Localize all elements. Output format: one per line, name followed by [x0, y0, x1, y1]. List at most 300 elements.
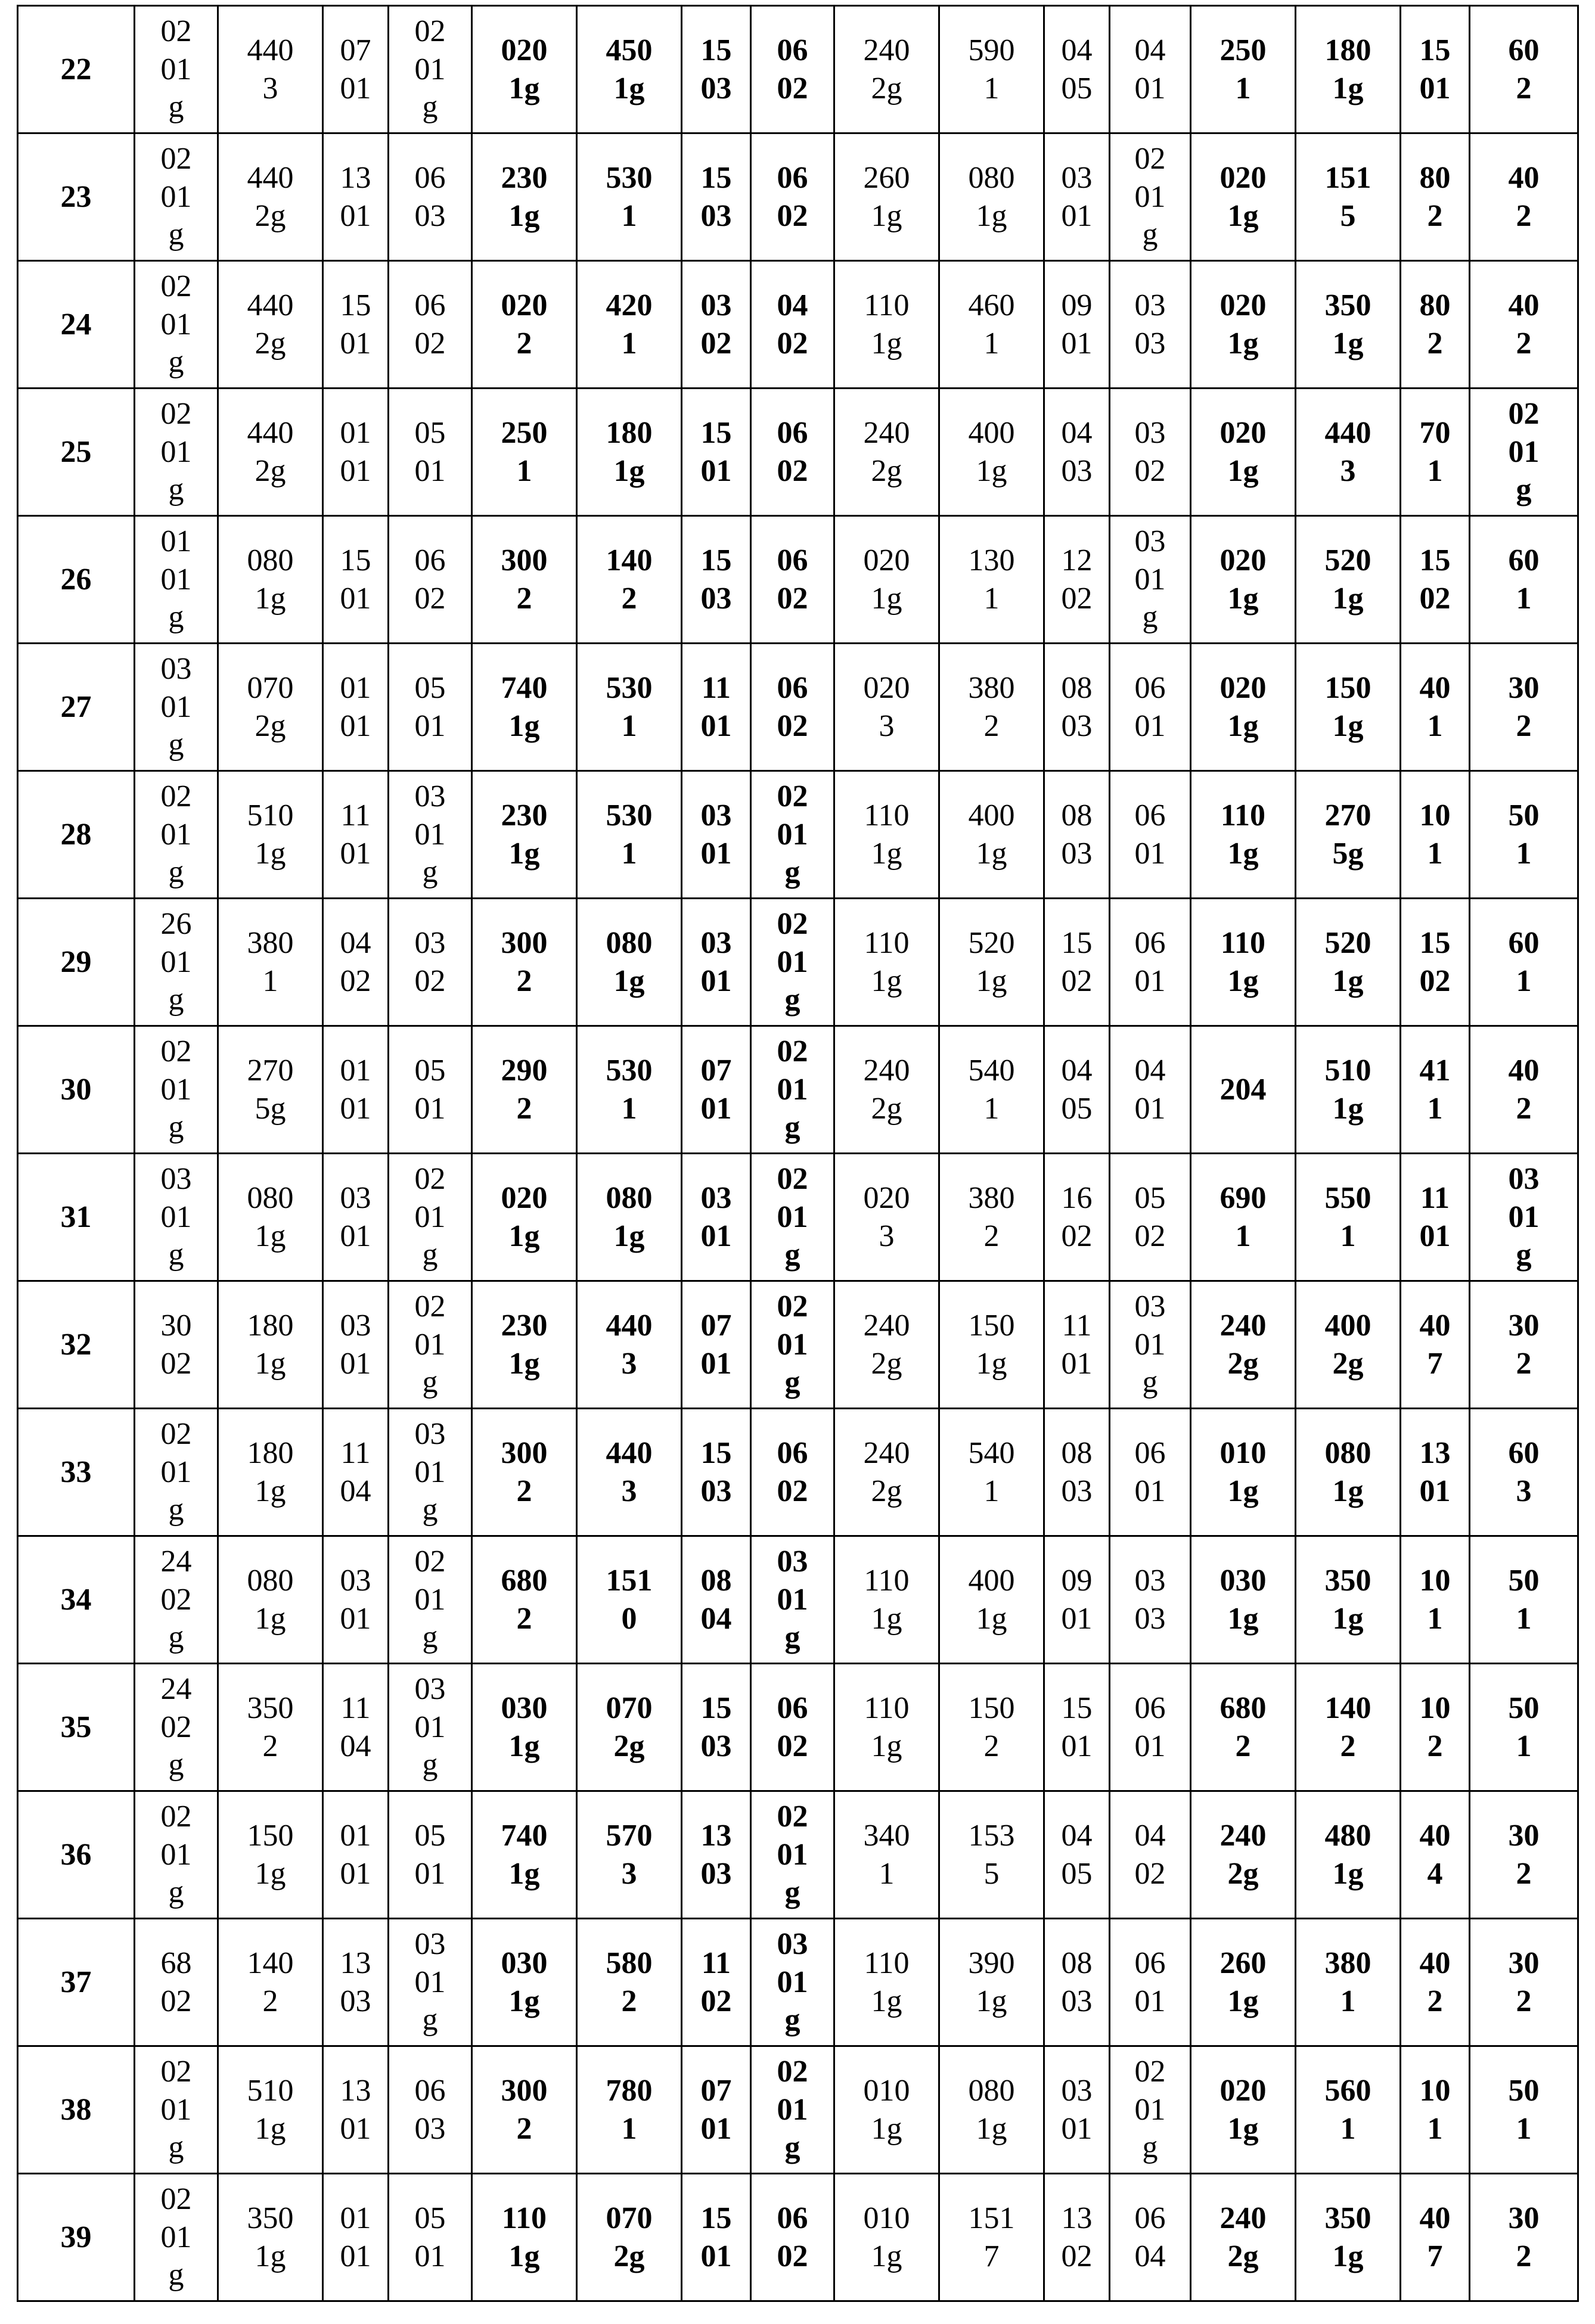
table-cell: 03 01 g [389, 771, 472, 899]
table-cell: 41 1 [1401, 1026, 1470, 1154]
table-cell: 740 1g [472, 644, 577, 771]
table-cell: 15 03 [682, 133, 751, 261]
table-cell: 460 1 [939, 261, 1044, 389]
table-cell: 240 2g [1191, 2174, 1296, 2301]
table-cell: 570 3 [577, 1791, 682, 1919]
table-cell: 020 1g [1191, 2046, 1296, 2174]
table-cell: 020 1g [472, 1154, 577, 1281]
table-cell: 250 1 [1191, 6, 1296, 133]
row-number: 22 [18, 6, 135, 133]
table-cell: 420 1 [577, 261, 682, 389]
table-cell: 30 2 [1470, 1791, 1578, 1919]
row-number: 27 [18, 644, 135, 771]
table-cell: 130 1 [939, 516, 1044, 644]
table-row [18, 2046, 1578, 2174]
table-cell: 510 1g [218, 771, 323, 899]
table-cell: 150 2 [939, 1664, 1044, 1791]
table-cell: 02 01 g [135, 133, 218, 261]
table-row [18, 1536, 1578, 1664]
table-cell: 06 01 [1110, 899, 1191, 1026]
table-cell: 400 2g [1296, 1281, 1401, 1409]
table-cell: 02 01 g [135, 1026, 218, 1154]
table-row [18, 1281, 1578, 1409]
document-page [17, 5, 1577, 2302]
table-cell: 06 01 [1110, 644, 1191, 771]
table-cell: 08 03 [1044, 1919, 1110, 2046]
table-cell: 04 02 [751, 261, 834, 389]
table-cell: 350 1g [1296, 261, 1401, 389]
table-cell: 30 2 [1470, 644, 1578, 771]
table-cell: 01 01 g [135, 516, 218, 644]
table-cell: 24 02 g [135, 1536, 218, 1664]
table-cell: 02 01 g [751, 1791, 834, 1919]
table-cell: 04 01 [1110, 1026, 1191, 1154]
table-row [18, 644, 1578, 771]
table-cell: 11 02 [682, 1919, 751, 2046]
table-row [18, 2174, 1578, 2301]
table-cell: 550 1 [1296, 1154, 1401, 1281]
table-cell: 440 3 [218, 6, 323, 133]
table-row [18, 899, 1578, 1026]
row-number: 39 [18, 2174, 135, 2301]
table-cell: 04 01 [1110, 6, 1191, 133]
table-cell: 08 03 [1044, 1409, 1110, 1536]
table-cell: 06 01 [1110, 1409, 1191, 1536]
table-cell: 07 01 [323, 6, 389, 133]
table-cell: 204 [1191, 1026, 1296, 1154]
table-cell: 40 2 [1401, 1919, 1470, 2046]
table-cell: 15 01 [1401, 6, 1470, 133]
row-number: 35 [18, 1664, 135, 1791]
table-cell: 180 1g [577, 389, 682, 516]
table-cell: 300 2 [472, 2046, 577, 2174]
table-cell: 60 3 [1470, 1409, 1578, 1536]
table-cell: 560 1 [1296, 2046, 1401, 2174]
table-cell: 80 2 [1401, 261, 1470, 389]
table-cell: 010 1g [834, 2174, 939, 2301]
table-cell: 110 1g [834, 261, 939, 389]
table-cell: 740 1g [472, 1791, 577, 1919]
table-cell: 12 02 [1044, 516, 1110, 644]
row-number: 36 [18, 1791, 135, 1919]
table-cell: 02 01 g [389, 1536, 472, 1664]
table-cell: 020 1g [834, 516, 939, 644]
table-cell: 150 1g [939, 1281, 1044, 1409]
table-cell: 020 1g [1191, 644, 1296, 771]
table-cell: 080 1g [1296, 1409, 1401, 1536]
table-cell: 150 1g [1296, 644, 1401, 771]
table-cell: 070 2g [577, 1664, 682, 1791]
table-cell: 11 04 [323, 1409, 389, 1536]
table-cell: 01 01 [323, 1791, 389, 1919]
table-row [18, 1026, 1578, 1154]
table-cell: 11 01 [323, 771, 389, 899]
table-cell: 440 3 [577, 1281, 682, 1409]
row-number: 23 [18, 133, 135, 261]
table-cell: 30 2 [1470, 2174, 1578, 2301]
table-cell: 80 2 [1401, 133, 1470, 261]
table-cell: 04 02 [1110, 1791, 1191, 1919]
table-cell: 01 01 [323, 389, 389, 516]
table-cell: 300 2 [472, 899, 577, 1026]
table-cell: 06 03 [389, 133, 472, 261]
table-cell: 680 2 [1191, 1664, 1296, 1791]
table-cell: 270 5g [218, 1026, 323, 1154]
table-cell: 24 02 g [135, 1664, 218, 1791]
table-cell: 151 7 [939, 2174, 1044, 2301]
table-cell: 50 1 [1470, 1536, 1578, 1664]
table-cell: 15 03 [682, 1664, 751, 1791]
table-cell: 240 2g [1191, 1791, 1296, 1919]
table-cell: 510 1g [218, 2046, 323, 2174]
table-cell: 13 02 [1044, 2174, 1110, 2301]
table-cell: 08 03 [1044, 644, 1110, 771]
table-cell: 30 2 [1470, 1281, 1578, 1409]
table-cell: 020 3 [834, 644, 939, 771]
table-cell: 11 04 [323, 1664, 389, 1791]
table-cell: 020 1g [1191, 261, 1296, 389]
table-cell: 02 01 g [751, 1026, 834, 1154]
table-cell: 06 02 [751, 6, 834, 133]
table-cell: 290 2 [472, 1026, 577, 1154]
table-cell: 05 01 [389, 1791, 472, 1919]
table-cell: 400 1g [939, 771, 1044, 899]
table-cell: 400 1g [939, 389, 1044, 516]
table-cell: 380 2 [939, 1154, 1044, 1281]
table-cell: 05 01 [389, 389, 472, 516]
table-cell: 110 1g [472, 2174, 577, 2301]
table-cell: 02 01 g [135, 2046, 218, 2174]
table-cell: 02 01 g [1110, 133, 1191, 261]
table-cell: 480 1g [1296, 1791, 1401, 1919]
table-row [18, 389, 1578, 516]
table-cell: 40 2 [1470, 1026, 1578, 1154]
row-number: 28 [18, 771, 135, 899]
table-row [18, 1409, 1578, 1536]
table-cell: 02 01 g [751, 899, 834, 1026]
table-cell: 230 1g [472, 133, 577, 261]
table-cell: 020 1g [472, 6, 577, 133]
table-cell: 03 01 g [389, 1409, 472, 1536]
table-cell: 080 1g [939, 133, 1044, 261]
table-cell: 400 1g [939, 1536, 1044, 1664]
row-number: 38 [18, 2046, 135, 2174]
table-cell: 080 1g [577, 1154, 682, 1281]
table-cell: 15 02 [1401, 899, 1470, 1026]
table-cell: 390 1g [939, 1919, 1044, 2046]
table-cell: 05 01 [389, 644, 472, 771]
table-cell: 02 01 g [751, 1281, 834, 1409]
row-number: 29 [18, 899, 135, 1026]
row-number: 33 [18, 1409, 135, 1536]
table-cell: 40 4 [1401, 1791, 1470, 1919]
table-cell: 03 01 [1044, 133, 1110, 261]
table-cell: 03 01 g [1110, 1281, 1191, 1409]
table-cell: 02 01 g [135, 2174, 218, 2301]
table-cell: 15 02 [1401, 516, 1470, 644]
table-cell: 02 01 g [1470, 389, 1578, 516]
row-number: 30 [18, 1026, 135, 1154]
table-cell: 530 1 [577, 1026, 682, 1154]
table-cell: 080 1g [218, 1154, 323, 1281]
table-cell: 230 1g [472, 1281, 577, 1409]
table-cell: 06 02 [389, 516, 472, 644]
table-cell: 240 2g [834, 389, 939, 516]
table-cell: 020 1g [1191, 133, 1296, 261]
table-cell: 02 01 g [751, 1154, 834, 1281]
table-cell: 40 1 [1401, 644, 1470, 771]
table-cell: 02 01 g [751, 771, 834, 899]
row-number: 31 [18, 1154, 135, 1281]
table-cell: 151 5 [1296, 133, 1401, 261]
table-cell: 15 03 [682, 516, 751, 644]
table-cell: 03 02 [389, 899, 472, 1026]
table-cell: 60 1 [1470, 516, 1578, 644]
table-body [18, 6, 1578, 2301]
codes-table [17, 5, 1579, 2302]
table-cell: 110 1g [1191, 899, 1296, 1026]
table-cell: 350 1g [218, 2174, 323, 2301]
table-cell: 06 01 [1110, 1919, 1191, 2046]
table-cell: 13 03 [682, 1791, 751, 1919]
table-cell: 140 2 [218, 1919, 323, 2046]
table-cell: 520 1g [1296, 899, 1401, 1026]
table-cell: 04 05 [1044, 1791, 1110, 1919]
table-row [18, 516, 1578, 644]
table-cell: 15 01 [1044, 1664, 1110, 1791]
table-cell: 03 01 g [751, 1919, 834, 2046]
table-cell: 520 1g [939, 899, 1044, 1026]
table-cell: 250 1 [472, 389, 577, 516]
table-cell: 60 1 [1470, 899, 1578, 1026]
table-cell: 04 02 [323, 899, 389, 1026]
table-cell: 50 1 [1470, 2046, 1578, 2174]
table-cell: 110 1g [834, 1536, 939, 1664]
table-cell: 02 01 g [135, 771, 218, 899]
table-cell: 02 01 g [135, 1791, 218, 1919]
table-cell: 06 01 [1110, 771, 1191, 899]
row-number: 34 [18, 1536, 135, 1664]
table-cell: 07 01 [682, 1026, 751, 1154]
table-cell: 510 1g [1296, 1026, 1401, 1154]
table-cell: 06 02 [751, 644, 834, 771]
table-cell: 030 1g [1191, 1536, 1296, 1664]
table-cell: 270 5g [1296, 771, 1401, 899]
table-cell: 15 01 [682, 389, 751, 516]
table-cell: 03 03 [1110, 1536, 1191, 1664]
table-cell: 440 2g [218, 389, 323, 516]
table-cell: 140 2 [577, 516, 682, 644]
table-cell: 13 01 [1401, 1409, 1470, 1536]
table-cell: 68 02 [135, 1919, 218, 2046]
table-cell: 440 3 [577, 1409, 682, 1536]
table-cell: 380 2 [939, 644, 1044, 771]
table-cell: 03 01 g [751, 1536, 834, 1664]
table-cell: 13 01 [323, 2046, 389, 2174]
table-cell: 260 1g [1191, 1919, 1296, 2046]
table-cell: 03 02 [1110, 389, 1191, 516]
table-cell: 590 1 [939, 6, 1044, 133]
table-cell: 540 1 [939, 1409, 1044, 1536]
table-row [18, 1664, 1578, 1791]
table-cell: 04 05 [1044, 1026, 1110, 1154]
table-cell: 151 0 [577, 1536, 682, 1664]
table-cell: 07 01 [682, 1281, 751, 1409]
table-cell: 03 01 [682, 1154, 751, 1281]
table-cell: 010 1g [834, 2046, 939, 2174]
table-cell: 03 01 g [389, 1919, 472, 2046]
table-cell: 300 2 [472, 516, 577, 644]
table-cell: 180 1g [1296, 6, 1401, 133]
table-cell: 440 3 [1296, 389, 1401, 516]
table-cell: 020 3 [834, 1154, 939, 1281]
row-number: 32 [18, 1281, 135, 1409]
table-cell: 080 1g [218, 1536, 323, 1664]
table-cell: 05 01 [389, 1026, 472, 1154]
table-cell: 03 01 [682, 771, 751, 899]
table-cell: 02 01 g [135, 389, 218, 516]
table-cell: 01 01 [323, 1026, 389, 1154]
table-cell: 11 01 [1401, 1154, 1470, 1281]
table-cell: 690 1 [1191, 1154, 1296, 1281]
table-cell: 020 1g [1191, 389, 1296, 516]
table-cell: 03 01 g [135, 1154, 218, 1281]
table-cell: 15 01 [682, 2174, 751, 2301]
table-cell: 50 1 [1470, 771, 1578, 899]
table-cell: 530 1 [577, 644, 682, 771]
table-cell: 13 01 [323, 133, 389, 261]
table-cell: 530 1 [577, 133, 682, 261]
table-row [18, 1791, 1578, 1919]
table-cell: 11 01 [1044, 1281, 1110, 1409]
table-cell: 440 2g [218, 133, 323, 261]
table-cell: 340 1 [834, 1791, 939, 1919]
table-cell: 300 2 [472, 1409, 577, 1536]
table-cell: 02 01 g [389, 1281, 472, 1409]
row-number: 26 [18, 516, 135, 644]
table-cell: 06 02 [751, 516, 834, 644]
table-cell: 540 1 [939, 1026, 1044, 1154]
table-cell: 03 01 g [1470, 1154, 1578, 1281]
table-cell: 40 2 [1470, 261, 1578, 389]
table-cell: 50 1 [1470, 1664, 1578, 1791]
table-cell: 02 01 g [751, 2046, 834, 2174]
table-cell: 60 2 [1470, 6, 1578, 133]
table-cell: 16 02 [1044, 1154, 1110, 1281]
row-number: 24 [18, 261, 135, 389]
table-cell: 110 1g [834, 899, 939, 1026]
table-cell: 030 1g [472, 1664, 577, 1791]
table-cell: 07 01 [682, 2046, 751, 2174]
table-cell: 03 01 g [389, 1664, 472, 1791]
table-cell: 350 1g [1296, 2174, 1401, 2301]
table-cell: 06 02 [751, 2174, 834, 2301]
table-cell: 02 01 g [135, 6, 218, 133]
table-cell: 09 01 [1044, 261, 1110, 389]
table-cell: 30 2 [1470, 1919, 1578, 2046]
table-cell: 110 1g [834, 771, 939, 899]
table-cell: 260 1g [834, 133, 939, 261]
table-cell: 05 02 [1110, 1154, 1191, 1281]
table-cell: 240 2g [834, 1281, 939, 1409]
table-cell: 15 01 [323, 516, 389, 644]
table-cell: 240 2g [1191, 1281, 1296, 1409]
table-row [18, 133, 1578, 261]
table-cell: 06 02 [751, 133, 834, 261]
table-cell: 080 1g [218, 516, 323, 644]
table-cell: 180 1g [218, 1409, 323, 1536]
table-cell: 03 01 [682, 899, 751, 1026]
table-cell: 150 1g [218, 1791, 323, 1919]
table-cell: 450 1g [577, 6, 682, 133]
table-cell: 02 01 g [135, 261, 218, 389]
table-cell: 06 02 [389, 261, 472, 389]
table-cell: 15 01 [323, 261, 389, 389]
table-cell: 09 01 [1044, 1536, 1110, 1664]
table-cell: 440 2g [218, 261, 323, 389]
table-cell: 020 2 [472, 261, 577, 389]
table-cell: 01 01 [323, 2174, 389, 2301]
table-cell: 010 1g [1191, 1409, 1296, 1536]
row-number: 25 [18, 389, 135, 516]
table-cell: 10 1 [1401, 2046, 1470, 2174]
table-cell: 240 2g [834, 1026, 939, 1154]
table-cell: 40 7 [1401, 1281, 1470, 1409]
table-cell: 080 1g [939, 2046, 1044, 2174]
table-cell: 15 02 [1044, 899, 1110, 1026]
table-cell: 350 2 [218, 1664, 323, 1791]
table-row [18, 771, 1578, 899]
table-cell: 70 1 [1401, 389, 1470, 516]
table-cell: 030 1g [472, 1919, 577, 2046]
table-cell: 080 1g [577, 899, 682, 1026]
table-cell: 04 05 [1044, 6, 1110, 133]
table-cell: 06 02 [751, 1664, 834, 1791]
table-row [18, 261, 1578, 389]
table-cell: 15 03 [682, 1409, 751, 1536]
table-cell: 06 04 [1110, 2174, 1191, 2301]
table-cell: 05 01 [389, 2174, 472, 2301]
table-cell: 02 01 g [389, 6, 472, 133]
table-cell: 140 2 [1296, 1664, 1401, 1791]
table-cell: 350 1g [1296, 1536, 1401, 1664]
table-cell: 04 03 [1044, 389, 1110, 516]
table-cell: 03 02 [682, 261, 751, 389]
table-cell: 06 03 [389, 2046, 472, 2174]
table-cell: 03 03 [1110, 261, 1191, 389]
table-cell: 020 1g [1191, 516, 1296, 644]
table-cell: 08 04 [682, 1536, 751, 1664]
table-cell: 530 1 [577, 771, 682, 899]
table-cell: 06 02 [751, 1409, 834, 1536]
table-cell: 110 1g [1191, 771, 1296, 899]
table-cell: 10 1 [1401, 771, 1470, 899]
table-cell: 153 5 [939, 1791, 1044, 1919]
table-cell: 40 2 [1470, 133, 1578, 261]
table-cell: 070 2g [218, 644, 323, 771]
table-cell: 03 01 g [135, 644, 218, 771]
table-cell: 02 01 g [1110, 2046, 1191, 2174]
table-cell: 110 1g [834, 1919, 939, 2046]
table-cell: 06 02 [751, 389, 834, 516]
table-cell: 520 1g [1296, 516, 1401, 644]
table-cell: 13 03 [323, 1919, 389, 2046]
table-cell: 26 01 g [135, 899, 218, 1026]
table-cell: 03 01 [323, 1536, 389, 1664]
table-cell: 380 1 [1296, 1919, 1401, 2046]
table-cell: 02 01 g [389, 1154, 472, 1281]
table-cell: 06 01 [1110, 1664, 1191, 1791]
